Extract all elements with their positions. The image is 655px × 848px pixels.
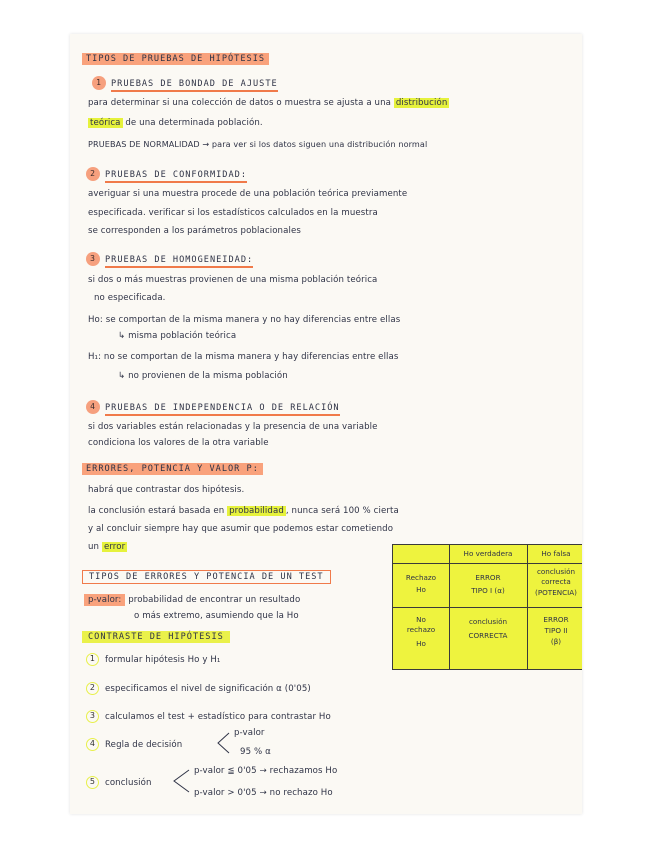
section-3-line-4: ↳ misma población teórica (118, 331, 237, 341)
cell-error-type-2-a: ERROR (543, 615, 569, 624)
cell-correct-a: conclusión (468, 617, 508, 626)
section-4-line-1: si dos variables están relacionadas y la presencia de una variable (88, 422, 378, 432)
page-title: TIPOS DE PRUEBAS DE HIPÓTESIS (82, 54, 269, 65)
row-label-noreject-1: No (416, 615, 426, 624)
section-3-line-2: no especificada. (94, 293, 166, 303)
decision-brace-icon (216, 730, 230, 756)
section-1-line-1: para determinar si una colección de datos o muestra se ajusta a una distribución (88, 98, 448, 108)
section-4-heading: 4 PRUEBAS DE INDEPENDENCIA O DE RELACIÓN (86, 400, 340, 414)
pvalue-line-1: p-valor: probabilidad de encontrar un resultado (84, 595, 300, 606)
contrast-step-4: 4 Regla de decisión (86, 738, 182, 751)
step-4-number: 4 (86, 738, 99, 751)
cell-error-type-2-b: TIPO II (544, 626, 568, 635)
section-1-line-3: PRUEBAS DE NORMALIDAD → para ver si los datos siguen una distribución normal (88, 139, 428, 149)
row-label-noreject-2: rechazo (406, 625, 436, 634)
section-2-number: 2 (86, 167, 100, 181)
col-header-ho-false: Ho falsa (541, 549, 571, 558)
cell-error-type-1-b: TIPO I (α) (471, 586, 505, 595)
pvalue-line-2: o más extremo, asumiendo que la Ho (134, 611, 299, 621)
section-1-line-2: teórica de una determinada población. (90, 118, 263, 128)
cell-error-type-2-c: (β) (550, 637, 562, 646)
types-heading: TIPOS DE ERRORES Y POTENCIA DE UN TEST (82, 572, 331, 583)
section-2-line-3: se corresponden a los parámetros poblacionales (88, 226, 301, 236)
contrast-heading: CONTRASTE DE HIPÓTESIS (82, 632, 230, 643)
contrast-step-2: 2 especificamos el nivel de significación α (0'05) (86, 682, 311, 695)
section-3-line-5: H₁: no se comportan de la misma manera y hay diferencias entre ellas (88, 352, 399, 362)
error-types-table (392, 544, 582, 670)
section-2-line-1: averiguar si una muestra procede de una población teórica previamente (88, 189, 408, 199)
notebook-page (70, 34, 582, 814)
section-4-line-2: condiciona los valores de la otra variable (88, 438, 269, 448)
section-2-heading: 2 PRUEBAS DE CONFORMIDAD: (86, 167, 247, 181)
section-4-number: 4 (86, 400, 100, 414)
section-3-line-3: Ho: se comportan de la misma manera y no hay diferencias entre ellas (88, 315, 401, 325)
step-4-option-a: p-valor (234, 728, 265, 738)
section-3-line-6: ↳ no provienen de la misma población (118, 371, 288, 381)
step-4-option-b: 95 % α (240, 747, 271, 757)
errors-heading: ERRORES, POTENCIA Y VALOR P: (82, 464, 263, 475)
contrast-step-3: 3 calculamos el test + estadístico para contrastar Ho (86, 710, 331, 723)
highlight-teorica: teórica (90, 118, 121, 128)
step-5-number: 5 (86, 776, 99, 789)
section-3-line-1: si dos o más muestras provienen de una misma población teórica (88, 275, 378, 285)
row-label-reject-2: Ho (416, 585, 426, 594)
step-5-option-b: p-valor > 0'05 → no rechazo Ho (194, 788, 333, 798)
section-3-heading: 3 PRUEBAS DE HOMOGENEIDAD: (86, 252, 253, 266)
cell-error-type-1-a: ERROR (475, 573, 501, 582)
step-1-number: 1 (86, 653, 99, 666)
pvalue-label: p-valor: (84, 594, 125, 606)
section-2-line-2: especificada. verificar si los estadísticos calculados en la muestra (88, 208, 378, 218)
cell-correct-b: CORRECTA (468, 631, 508, 640)
conclusion-brace-icon (172, 767, 190, 795)
contrast-step-1: 1 formular hipótesis Ho y H₁ (86, 653, 220, 666)
row-label-noreject-3: Ho (416, 639, 426, 648)
step-3-number: 3 (86, 710, 99, 723)
cell-power-c: (POTENCIA) (535, 588, 577, 597)
cell-power-a: conclusión (536, 567, 576, 576)
row-label-reject-1: Rechazo (405, 573, 437, 582)
step-2-number: 2 (86, 682, 99, 695)
highlight-error: error (103, 542, 126, 552)
errors-line-4: un error (88, 542, 126, 552)
section-3-number: 3 (86, 252, 100, 266)
highlight-probabilidad: probabilidad (229, 506, 284, 516)
col-header-ho-true: Ho verdadera (463, 549, 513, 558)
cell-power-b: correcta (541, 577, 571, 586)
errors-line-3: y al concluir siempre hay que asumir que podemos estar cometiendo (88, 524, 394, 534)
errors-line-2: la conclusión estará basada en probabilidad , nunca será 100 % cierta (88, 506, 399, 516)
contrast-step-5: 5 conclusión (86, 776, 152, 789)
section-1-heading: 1 PRUEBAS DE BONDAD DE AJUSTE (92, 76, 278, 90)
section-1-number: 1 (92, 76, 106, 90)
highlight-distribucion: distribución (395, 98, 448, 108)
errors-line-1: habrá que contrastar dos hipótesis. (88, 485, 245, 495)
step-5-option-a: p-valor ≦ 0'05 → rechazamos Ho (194, 766, 338, 776)
